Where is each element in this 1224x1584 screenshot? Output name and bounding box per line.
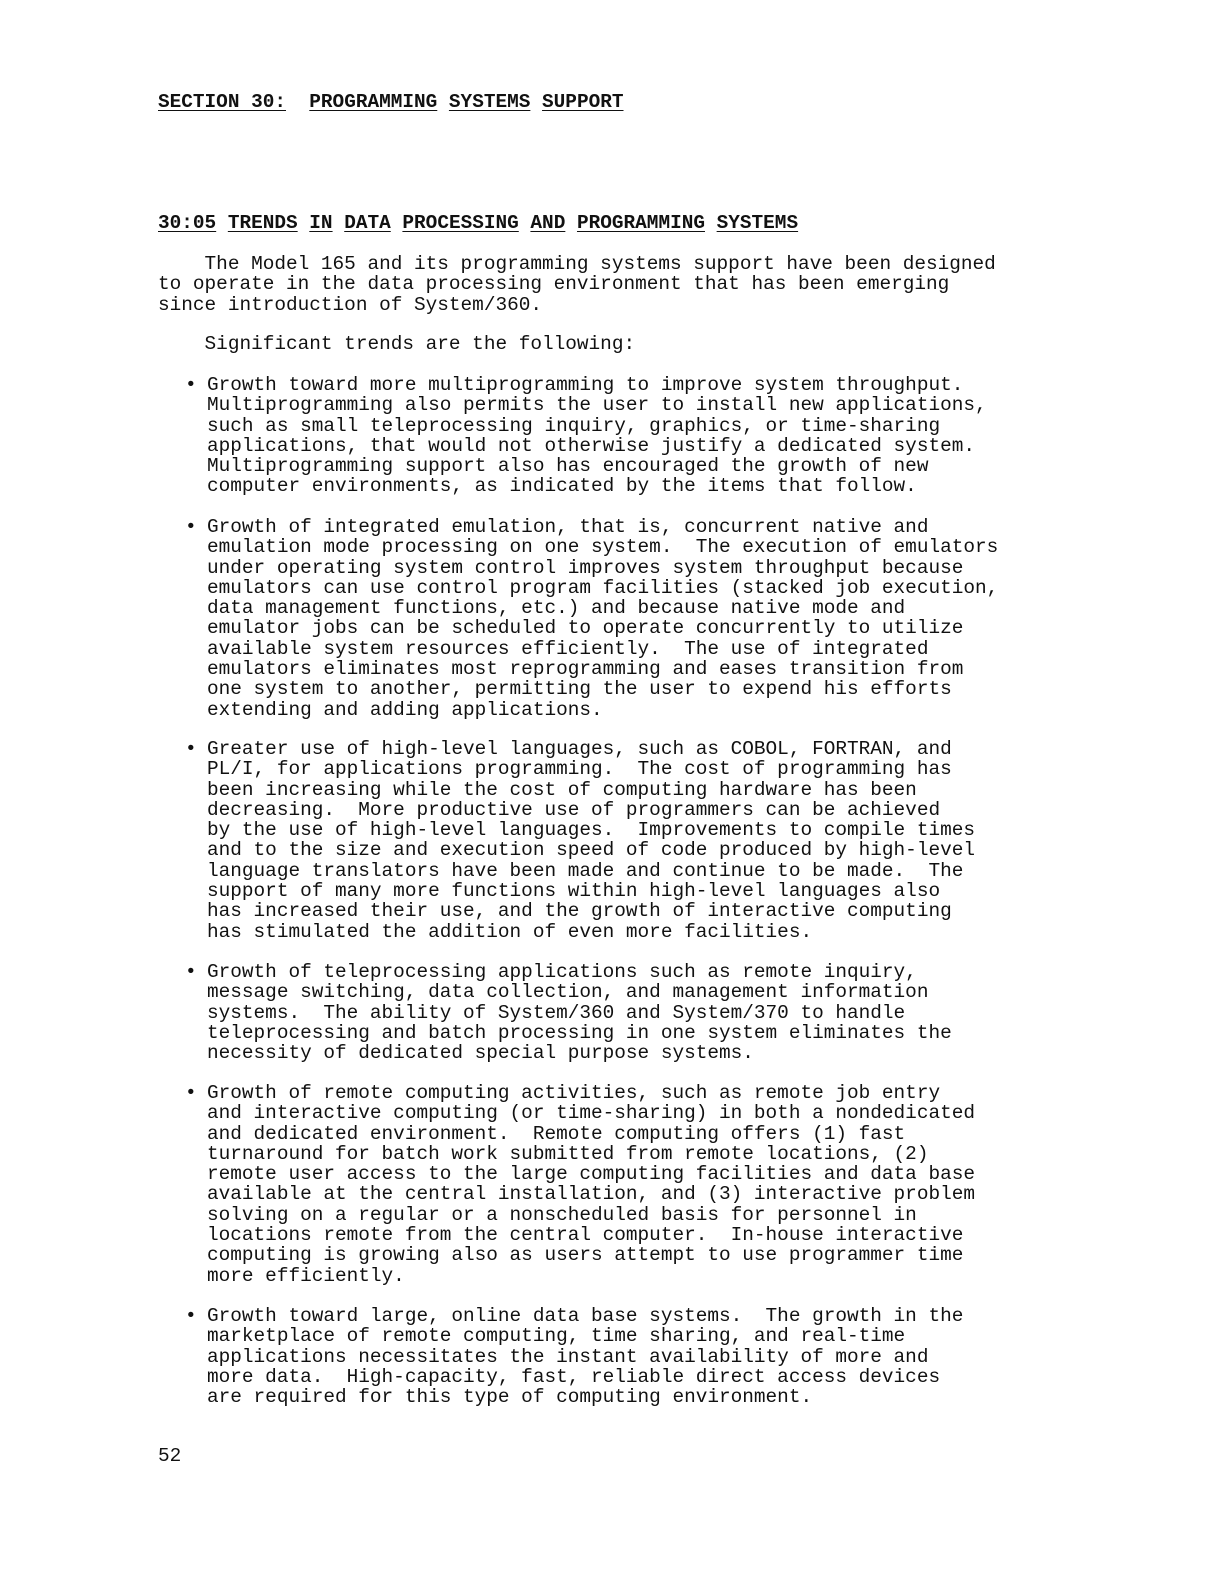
section-label: SECTION 30:	[158, 91, 286, 113]
bullet-text: Growth of remote computing activities, such as remote job entry and interactive computing (or time-sharing) in both a nondedicated and dedicated environment. Remote computing offers (1) fast turnaround for batch work submitted from remote locations, (2) remote user access to the large computing facilities and data base available at the central installation, and (3) interactive problem solving on a regular or a nonscheduled basis for personnel in locations remote from the central computer. In-house interactive computing is growing also as users attempt to use programmer time more efficiently.	[207, 1082, 975, 1287]
bullet-marker: •	[185, 961, 197, 983]
section-title-word: SUPPORT	[542, 91, 624, 113]
subsection-title-word: AND	[530, 212, 566, 234]
trends-lead-paragraph: Significant trends are the following:	[158, 333, 636, 355]
bullet-text: Growth toward large, online data base systems. The growth in the marketplace of remote computing, time sharing, and real-time applications necessitates the instant availability of more and more data. High-capacity, fast, reliable direct access devices are required for this type of computing environment.	[207, 1305, 964, 1409]
bullet-marker: •	[185, 738, 197, 760]
subsection-title-word: TRENDS	[227, 212, 298, 234]
page-number: 52	[158, 1445, 182, 1467]
subsection-number: 30:05	[158, 212, 217, 234]
subsection-title-word: PROGRAMMING	[576, 212, 705, 234]
bullet-text: Growth toward more multiprogramming to improve system throughput. Multiprogramming also permits the user to install new applications, such as small teleprocessing inquiry, graphics, or time-sharing applications, that would not otherwise justify a dedicated system. Multiprogramming support also has encouraged the growth of new computer environments, as indicated by the items that follow.	[207, 374, 987, 498]
subsection-title-word: DATA	[344, 212, 391, 234]
subsection-title-word: SYSTEMS	[716, 212, 799, 234]
bullet-marker: •	[185, 1305, 197, 1327]
bullet-text: Growth of integrated emulation, that is, concurrent native and emulation mode processing on one system. The execution of emulators under operating system control improves system throughput because emulators can use control program facilities (stacked job execution, data management functions, etc.) and because native mode and emulator jobs can be scheduled to operate concurrently to utilize available system resources efficiently. The use of integrated emulators eliminates most reprogramming and eases transition from one system to another, permitting the user to expend his efforts extending and adding applications.	[207, 516, 999, 721]
section-heading	[158, 92, 624, 112]
bullet-marker: •	[185, 516, 197, 538]
subsection-title-word: PROCESSING	[402, 212, 519, 234]
bullet-text: Greater use of high-level languages, such as COBOL, FORTRAN, and PL/I, for applications programming. The cost of programming has been increasing while the cost of computing hardware has been decreasing. More productive use of programmers can be achieved by the use of high-level languages. Improvements to compile times and to the size and execution speed of code produced by high-level language translators have been made and continue to be made. The support of many more functions within high-level languages also has increased their use, and the growth of interactive computing has stimulated the addition of even more facilities.	[207, 738, 975, 943]
bullet-marker: •	[185, 374, 197, 396]
subsection-title-word: IN	[309, 212, 333, 234]
bullet-text: Growth of teleprocessing applications such as remote inquiry, message switching, data collection, and management information systems. The ability of System/360 and System/370 to handle teleprocessing and batch processing in one system eliminates the necessity of dedicated special purpose systems.	[207, 961, 952, 1065]
section-title-word: SYSTEMS	[448, 91, 531, 113]
intro-paragraph: The Model 165 and its programming systems support have been designed to operate in the data processing environment that has been emerging since introduction of System/360.	[158, 253, 996, 316]
section-title-word: PROGRAMMING	[309, 91, 438, 113]
subsection-heading	[158, 213, 798, 233]
bullet-marker: •	[185, 1082, 197, 1104]
